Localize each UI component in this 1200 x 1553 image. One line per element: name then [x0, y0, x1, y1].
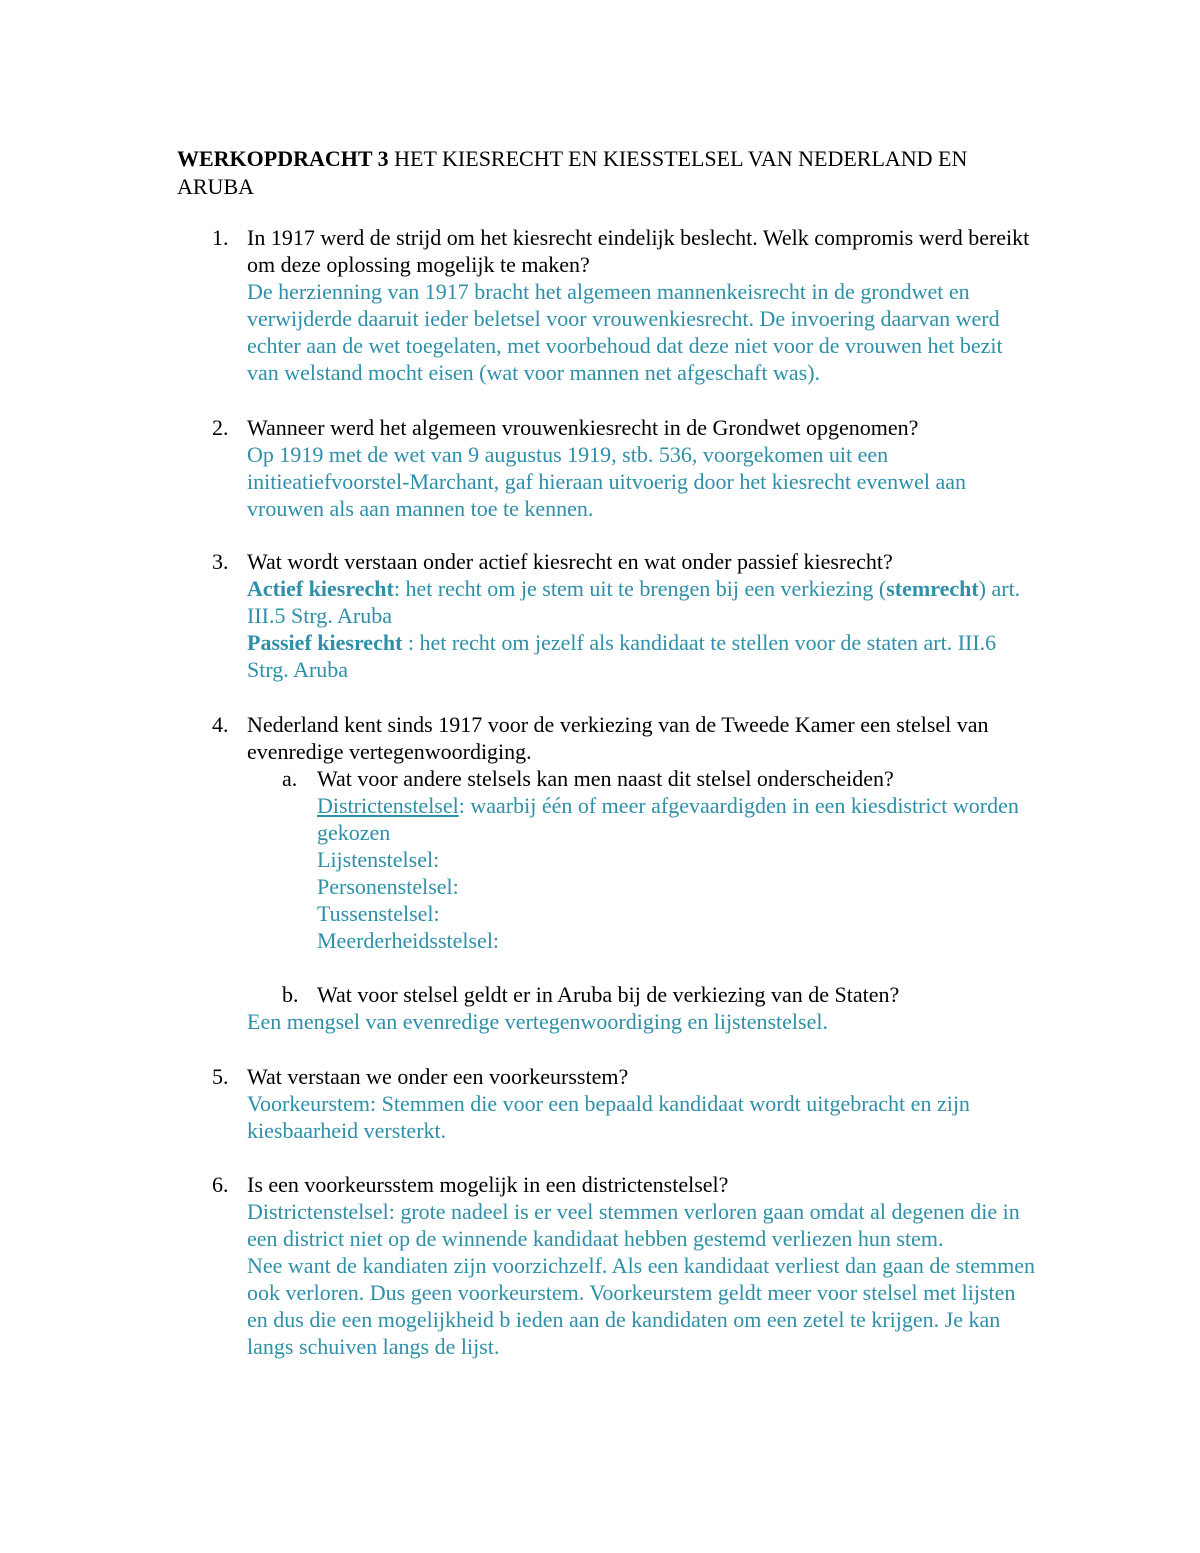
question-text: In 1917 werd de strijd om het kiesrecht eindelijk beslecht. Welk compromis werd bereikt om deze oplossing mogelijk te maken?: [247, 225, 1030, 277]
sub-letter: b.: [282, 982, 299, 1007]
answer-text: Een mengsel van evenredige vertegenwoordiging en lijstenstelsel.: [247, 1009, 828, 1034]
answer-text: Voorkeurstem: Stemmen die voor een bepaald kandidaat wordt uitgebracht en zijn kiesbaarheid versterkt.: [247, 1091, 970, 1143]
sub-question-text: Wat voor andere stelsels kan men naast dit stelsel onderscheiden?: [317, 766, 894, 791]
actief-term: Actief kiesrecht: [247, 576, 394, 601]
question-number: 2.: [212, 415, 229, 440]
document-title: [177, 145, 1047, 201]
question-text: Wat wordt verstaan onder actief kiesrecht en wat onder passief kiesrecht?: [247, 549, 893, 574]
sub-question-b: [247, 981, 1037, 1008]
stelsel-item: Tussenstelsel:: [317, 901, 440, 926]
answer-text-2: Nee want de kandiaten zijn voorzichzelf. Als een kandidaat verliest dan gaan de stemmen ook verloren. Dus geen voorkeurstem. Voorkeurstem geldt meer voor stelsel met lijsten en dus die een mogelijkheid b ieden aan de kandidaten om een zetel te krijgen. Je kan langs schuiven langs de lijst.: [247, 1253, 1036, 1359]
answer-text: De herzienning van 1917 bracht het algemeen mannenkeisrecht in de grondwet en verwijderde daaruit ieder beletsel voor vrouwenkiesrecht. De invoering daarvan werd echter aan de wet toegelaten, met voorbehoud dat deze niet voor de vrouwen het bezit van welstand mocht eisen (wat voor mannen net afgeschaft was).: [247, 279, 1003, 385]
title-bold: WERKOPDRACHT 3: [177, 146, 389, 171]
question-number: 6.: [212, 1172, 229, 1197]
districtenstelsel-text: : waarbij één of meer afgevaardigden in een kiesdistrict worden gekozen: [317, 793, 1019, 845]
question-text: Wat verstaan we onder een voorkeursstem?: [247, 1064, 629, 1089]
question-text: Is een voorkeursstem mogelijk in een districtenstelsel?: [247, 1172, 729, 1197]
question-number: 3.: [212, 549, 229, 574]
passief-term: Passief kiesrecht: [247, 630, 403, 655]
stelsel-item: Meerderheidsstelsel:: [317, 928, 500, 953]
question-text: Nederland kent sinds 1917 voor de verkiezing van de Tweede Kamer een stelsel van evenredige vertegenwoordiging.: [247, 712, 989, 764]
stemrecht-term: stemrecht: [886, 576, 979, 601]
question-number: 4.: [212, 712, 229, 737]
stelsel-item: Personenstelsel:: [317, 874, 459, 899]
answer-text: Op 1919 met de wet van 9 augustus 1919, stb. 536, voorgekomen uit een initieatiefvoorstel-Marchant, gaf hieraan uitvoerig door het kiesrecht evenwel aan vrouwen als aan mannen toe te kennen.: [247, 442, 966, 521]
title-rest: HET KIESRECHT EN KIESSTELSEL VAN NEDERLAND EN ARUBA: [177, 146, 968, 199]
sub-question-text: Wat voor stelsel geldt er in Aruba bij de verkiezing van de Staten?: [317, 982, 900, 1007]
sub-letter: a.: [282, 766, 298, 791]
stelsel-item: Lijstenstelsel:: [317, 847, 440, 872]
actief-text-2: ) art. III.5 Strg. Aruba: [247, 576, 1021, 628]
districtenstelsel-answer: [317, 792, 1037, 846]
passief-kiesrecht-answer: [247, 629, 1037, 683]
question-number: 1.: [212, 225, 229, 250]
actief-kiesrecht-answer: [247, 575, 1037, 629]
answer-text: Districtenstelsel: grote nadeel is er veel stemmen verloren gaan omdat al degenen die in een district niet op de winnende kandidaat hebben gestemd verliezen hun stem.: [247, 1199, 1020, 1251]
sub-question-a: [247, 765, 1037, 954]
actief-text: : het recht om je stem uit te brengen bij een verkiezing (: [393, 576, 887, 601]
districtenstelsel-term: Districtenstelsel: [317, 793, 459, 818]
question-text: Wanneer werd het algemeen vrouwenkiesrecht in de Grondwet opgenomen?: [247, 415, 919, 440]
passief-text: : het recht om jezelf als kandidaat te stellen voor de staten art. III.6 Strg. Aruba: [247, 630, 997, 682]
question-number: 5.: [212, 1064, 229, 1089]
